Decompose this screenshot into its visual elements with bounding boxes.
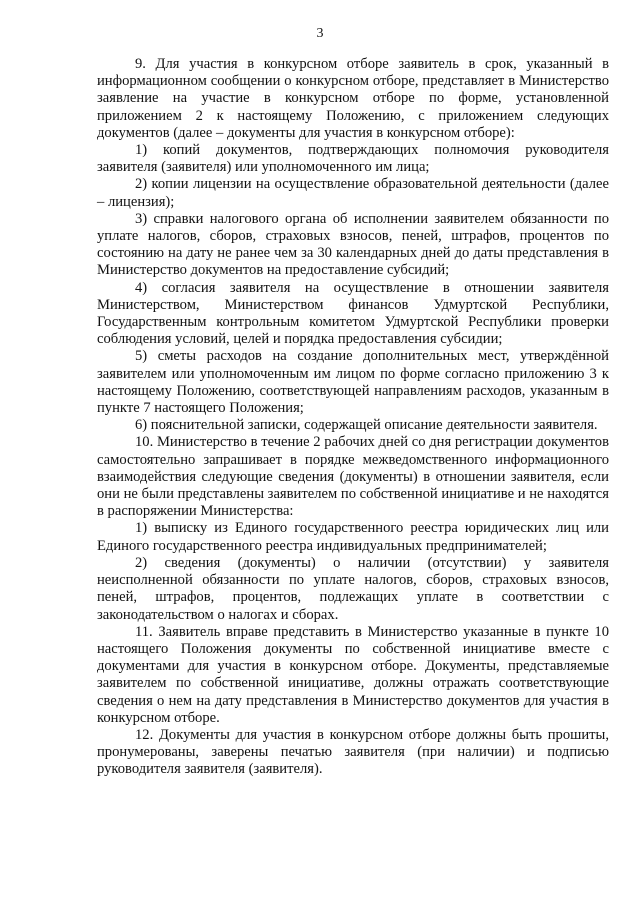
list-item-9-5: 5) сметы расходов на создание дополнительных мест, утверждённой заявителем или уполномоченным им лицом по форме согласно приложению 3 к настоящему Положению, соответствующей направлениям расходов, указанным в пункте 7 настоящего Положения; <box>97 348 609 417</box>
paragraph-12: 12. Документы для участия в конкурсном отборе должны быть прошиты, пронумерованы, заверены печатью заявителя (при наличии) и подписью руководителя заявителя (заявителя). <box>97 726 609 778</box>
paragraph-10: 10. Министерство в течение 2 рабочих дней со дня регистрации документов самостоятельно запрашивает в порядке межведомственного информационного взаимодействия следующие сведения (документы) в отношении заявителя, если они не были представлены заявителем по собственной инициативе и не находятся в распоряжении Министерства: <box>97 434 609 520</box>
document-body <box>97 56 609 779</box>
list-item-10-2: 2) сведения (документы) о наличии (отсутствии) у заявителя неисполненной обязанности по уплате налогов, сборов, страховых взносов, пеней, штрафов, процентов, подлежащих уплате в соответствии с законодательством о налогах и сборах. <box>97 554 609 623</box>
page-number: 3 <box>316 26 324 41</box>
list-item-9-2: 2) копии лицензии на осуществление образовательной деятельности (далее – лицензия); <box>97 176 609 210</box>
paragraph-9: 9. Для участия в конкурсном отборе заявитель в срок, указанный в информационном сообщении о конкурсном отборе, представляет в Министерство заявление на участие в конкурсном отборе по форме, установленной приложением 2 к настоящему Положению, с приложением следующих документов (далее – документы для участия в конкурсном отборе): <box>97 56 609 141</box>
paragraph-11: 11. Заявитель вправе представить в Министерство указанные в пункте 10 настоящего Положения документы по собственной инициативе вместе с документами для участия в конкурсном отборе. Документы, представляемые заявителем по собственной инициативе, должны отражать соответствующие сведения о нем на дату представления в Министерство документов для участия в конкурсном отборе. <box>97 623 609 726</box>
list-item-9-6: 6) пояснительной записки, содержащей описание деятельности заявителя. <box>135 417 598 434</box>
list-item-9-3: 3) справки налогового органа об исполнении заявителем обязанности по уплате налогов, сборов, страховых взносов, пеней, штрафов, процентов по состоянию на дату не ранее чем за 30 календарных дней до даты представления в Министерство документов на предоставление субсидий; <box>97 210 609 279</box>
list-item-9-1: 1) копий документов, подтверждающих полномочия руководителя заявителя (заявителя) или уполномоченного им лица; <box>97 142 609 176</box>
list-item-10-1: 1) выписку из Единого государственного реестра юридических лиц или Единого государственного реестра индивидуальных предпринимателей; <box>97 520 609 554</box>
list-item-9-4: 4) согласия заявителя на осуществление в отношении заявителя Министерством, Министерством финансов Удмуртской Республики, Государственным контрольным комитетом Удмуртской Республики проверки соблюдения условий, целей и порядка предоставления субсидии; <box>97 279 609 348</box>
